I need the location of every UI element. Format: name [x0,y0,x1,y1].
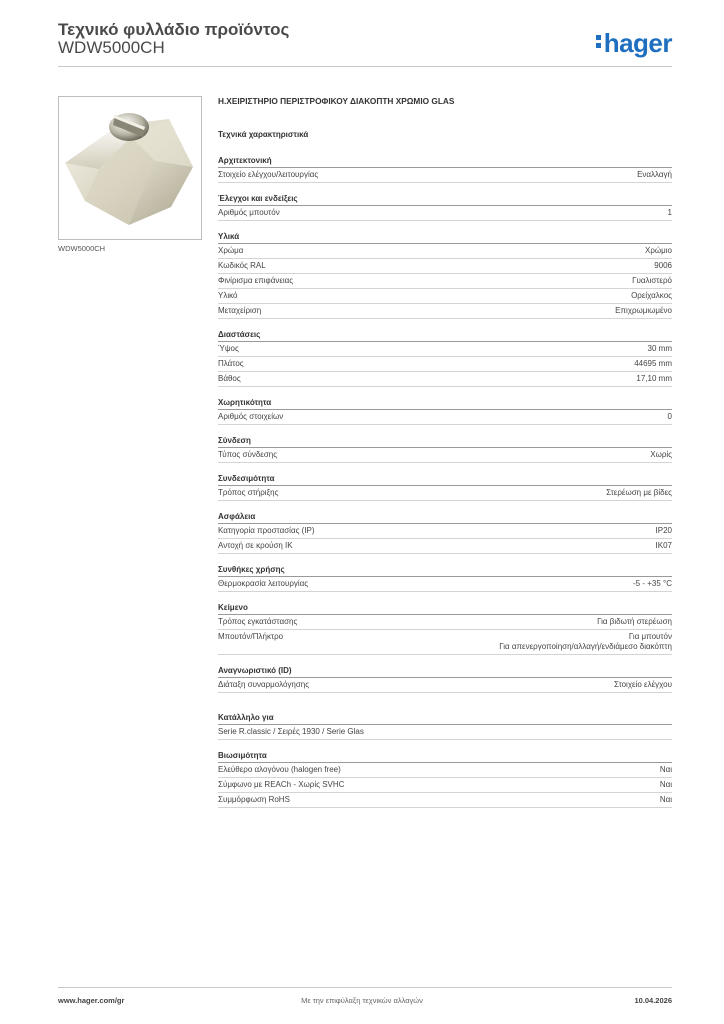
spec-label: Αριθμός στοιχείων [218,412,284,421]
spec-group [218,601,672,655]
spec-row [218,372,672,387]
spec-value-line: Γυαλιστερό [632,276,672,285]
spec-label: Αριθμός μπουτόν [218,208,280,217]
spec-label: Θερμοκρασία λειτουργίας [218,579,309,588]
document-title: Τεχνικό φυλλάδιο προϊόντος [58,20,290,39]
photo-caption: WDW5000CH [58,244,106,253]
spec-value-line: 9006 [654,261,672,270]
spec-group [218,664,672,693]
spec-row [218,244,672,259]
spec-label: Μεταχείριση [218,306,262,315]
spec-value [654,261,672,271]
footer-date: 10.04.2026 [634,996,672,1005]
spec-value-line: Για απενεργοποίηση/αλλαγή/ενδιάμεσο διακόπτη [499,642,672,651]
spec-group [218,749,672,808]
spec-label: Φινίρισμα επιφάνειας [218,276,294,285]
spec-row [218,615,672,630]
spec-value [606,488,672,498]
spec-row [218,486,672,501]
spec-value [631,291,672,301]
spec-value [633,579,672,589]
spec-group [218,396,672,425]
spec-row [218,539,672,554]
spec-row [218,577,672,592]
spec-content [218,96,672,817]
spec-value-line: 0 [667,412,672,421]
logo-text: hager [603,28,672,58]
spec-value [615,306,672,316]
spec-group-heading: Χωρητικότητα [218,396,672,410]
spec-value-line: 30 mm [647,344,672,353]
spec-group-heading: Κατάλληλο για [218,711,672,725]
spec-value [656,541,672,551]
spec-group-heading: Σύνδεση [218,434,672,448]
spec-group [218,328,672,387]
product-knob-photo-icon [59,97,201,239]
spec-label: Πλάτος [218,359,244,368]
spec-group [218,192,672,221]
spec-label: Διάταξη συναρμολόγησης [218,680,310,689]
spec-row [218,793,672,808]
tech-section-title: Τεχνικά χαρακτηριστικά [218,130,309,139]
spec-value [636,374,672,384]
spec-value [632,276,672,286]
spec-value-line: IK07 [655,541,672,550]
spec-label: Ύψος [218,344,239,353]
spec-group [218,472,672,501]
spec-value [668,412,672,422]
spec-row [218,289,672,304]
spec-value [660,795,672,805]
spec-group-heading: Κείμενο [218,601,672,615]
spec-row [218,678,672,693]
spec-group-heading: Αναγνωριστικό (ID) [218,664,672,678]
spec-row [218,304,672,319]
spec-label: Στοιχείο ελέγχου/λειτουργίας [218,170,319,179]
spec-value-line: Ορείχαλκος [631,291,672,300]
spec-row [218,274,672,289]
spec-value [499,632,672,652]
spec-value-line: 44695 mm [634,359,672,368]
spec-value [637,170,672,180]
spec-group [218,154,672,183]
footer-note: Με την επιφύλαξη τεχνικών αλλαγών [301,996,423,1005]
hager-logo[interactable] [596,28,672,59]
footer-url[interactable]: www.hager.com/gr [58,996,125,1005]
spec-value [597,617,672,627]
spec-label: Κατηγορία προστασίας (IP) [218,526,315,535]
footer-divider [58,987,672,988]
product-photo [58,96,202,240]
spec-row [218,168,672,183]
spec-row [218,410,672,425]
spec-value [650,450,672,460]
spec-group [218,711,672,740]
spec-row [218,259,672,274]
spec-label: Τρόπος εγκατάστασης [218,617,298,626]
spec-value-line: Χρώμιο [645,246,672,255]
spec-label: Ελεύθερο αλογόνου (halogen free) [218,765,341,774]
spec-value-line: IP20 [655,526,672,535]
spec-value-line: Εναλλαγή [637,170,672,179]
spec-group-heading: Βιωσιμότητα [218,749,672,763]
logo-dots-icon [596,28,602,48]
spec-label: Αντοχή σε κρούση IK [218,541,293,550]
spec-group [218,434,672,463]
spec-value-line: Για βιδωτή στερέωση [597,617,672,626]
spec-label: Τρόπος στήριξης [218,488,279,497]
spec-value-line: Στερέωση με βίδες [606,488,672,497]
spec-value-line: Ναι [659,795,672,804]
spec-row [218,206,672,221]
spec-groups [218,154,672,808]
spec-group [218,510,672,554]
spec-group [218,563,672,592]
spec-label: Κωδικός RAL [218,261,266,270]
spec-group-heading: Υλικά [218,230,672,244]
spec-row [218,357,672,372]
header-divider [58,66,672,67]
spec-row [218,448,672,463]
spec-value-line: Χωρίς [650,450,672,459]
spec-group-heading: Συνθήκες χρήσης [218,563,672,577]
spec-value [660,780,672,790]
spec-row [218,524,672,539]
spec-label: Serie R.classic / Σειρές 1930 / Serie Glas [218,727,364,736]
spec-group [218,230,672,319]
spec-group-heading: Συνδεσιμότητα [218,472,672,486]
spec-value-line: -5 - +35 °C [633,579,672,588]
spec-label: Σύμφωνο με REACh - Χωρίς SVHC [218,780,345,789]
spec-value [645,246,672,256]
spec-row [218,763,672,778]
spec-value [614,680,672,690]
spec-group-heading: Διαστάσεις [218,328,672,342]
spec-label: Βάθος [218,374,241,383]
spec-value-line: Ναι [659,780,672,789]
spec-value-line: Επιχρωμιωμένο [615,306,672,315]
product-title: Η.ΧΕΙΡΙΣΤΗΡΙΟ ΠΕΡΙΣΤΡΟΦΙΚΟΥ ΔΙΑΚΟΠΤΗ ΧΡΩΜΙΟ GLAS [218,96,455,106]
spec-value [656,526,672,536]
product-code: WDW5000CH [58,38,165,57]
spec-group-heading: Αρχιτεκτονική [218,154,672,168]
spec-value-line: 1 [667,208,672,217]
spec-label: Τύπος σύνδεσης [218,450,278,459]
spec-row [218,725,672,740]
spec-value-line: 17,10 mm [636,374,672,383]
spec-label: Υλικό [218,291,238,300]
spec-row [218,630,672,655]
spec-value-line: Για μπουτόν [628,632,672,641]
spec-value [668,208,672,218]
spec-label: Συμμόρφωση RoHS [218,795,290,804]
spec-value [660,765,672,775]
spec-value-line: Ναι [659,765,672,774]
spec-group-heading: Έλεγχοι και ενδείξεις [218,192,672,206]
spec-label: Μπουτόν/Πλήκτρο [218,632,284,641]
spec-group-heading: Ασφάλεια [218,510,672,524]
spec-value [634,359,672,369]
spec-label: Χρώμα [218,246,244,255]
spec-row [218,342,672,357]
spec-value [648,344,672,354]
spec-row [218,778,672,793]
spec-value-line: Στοιχείο ελέγχου [614,680,672,689]
